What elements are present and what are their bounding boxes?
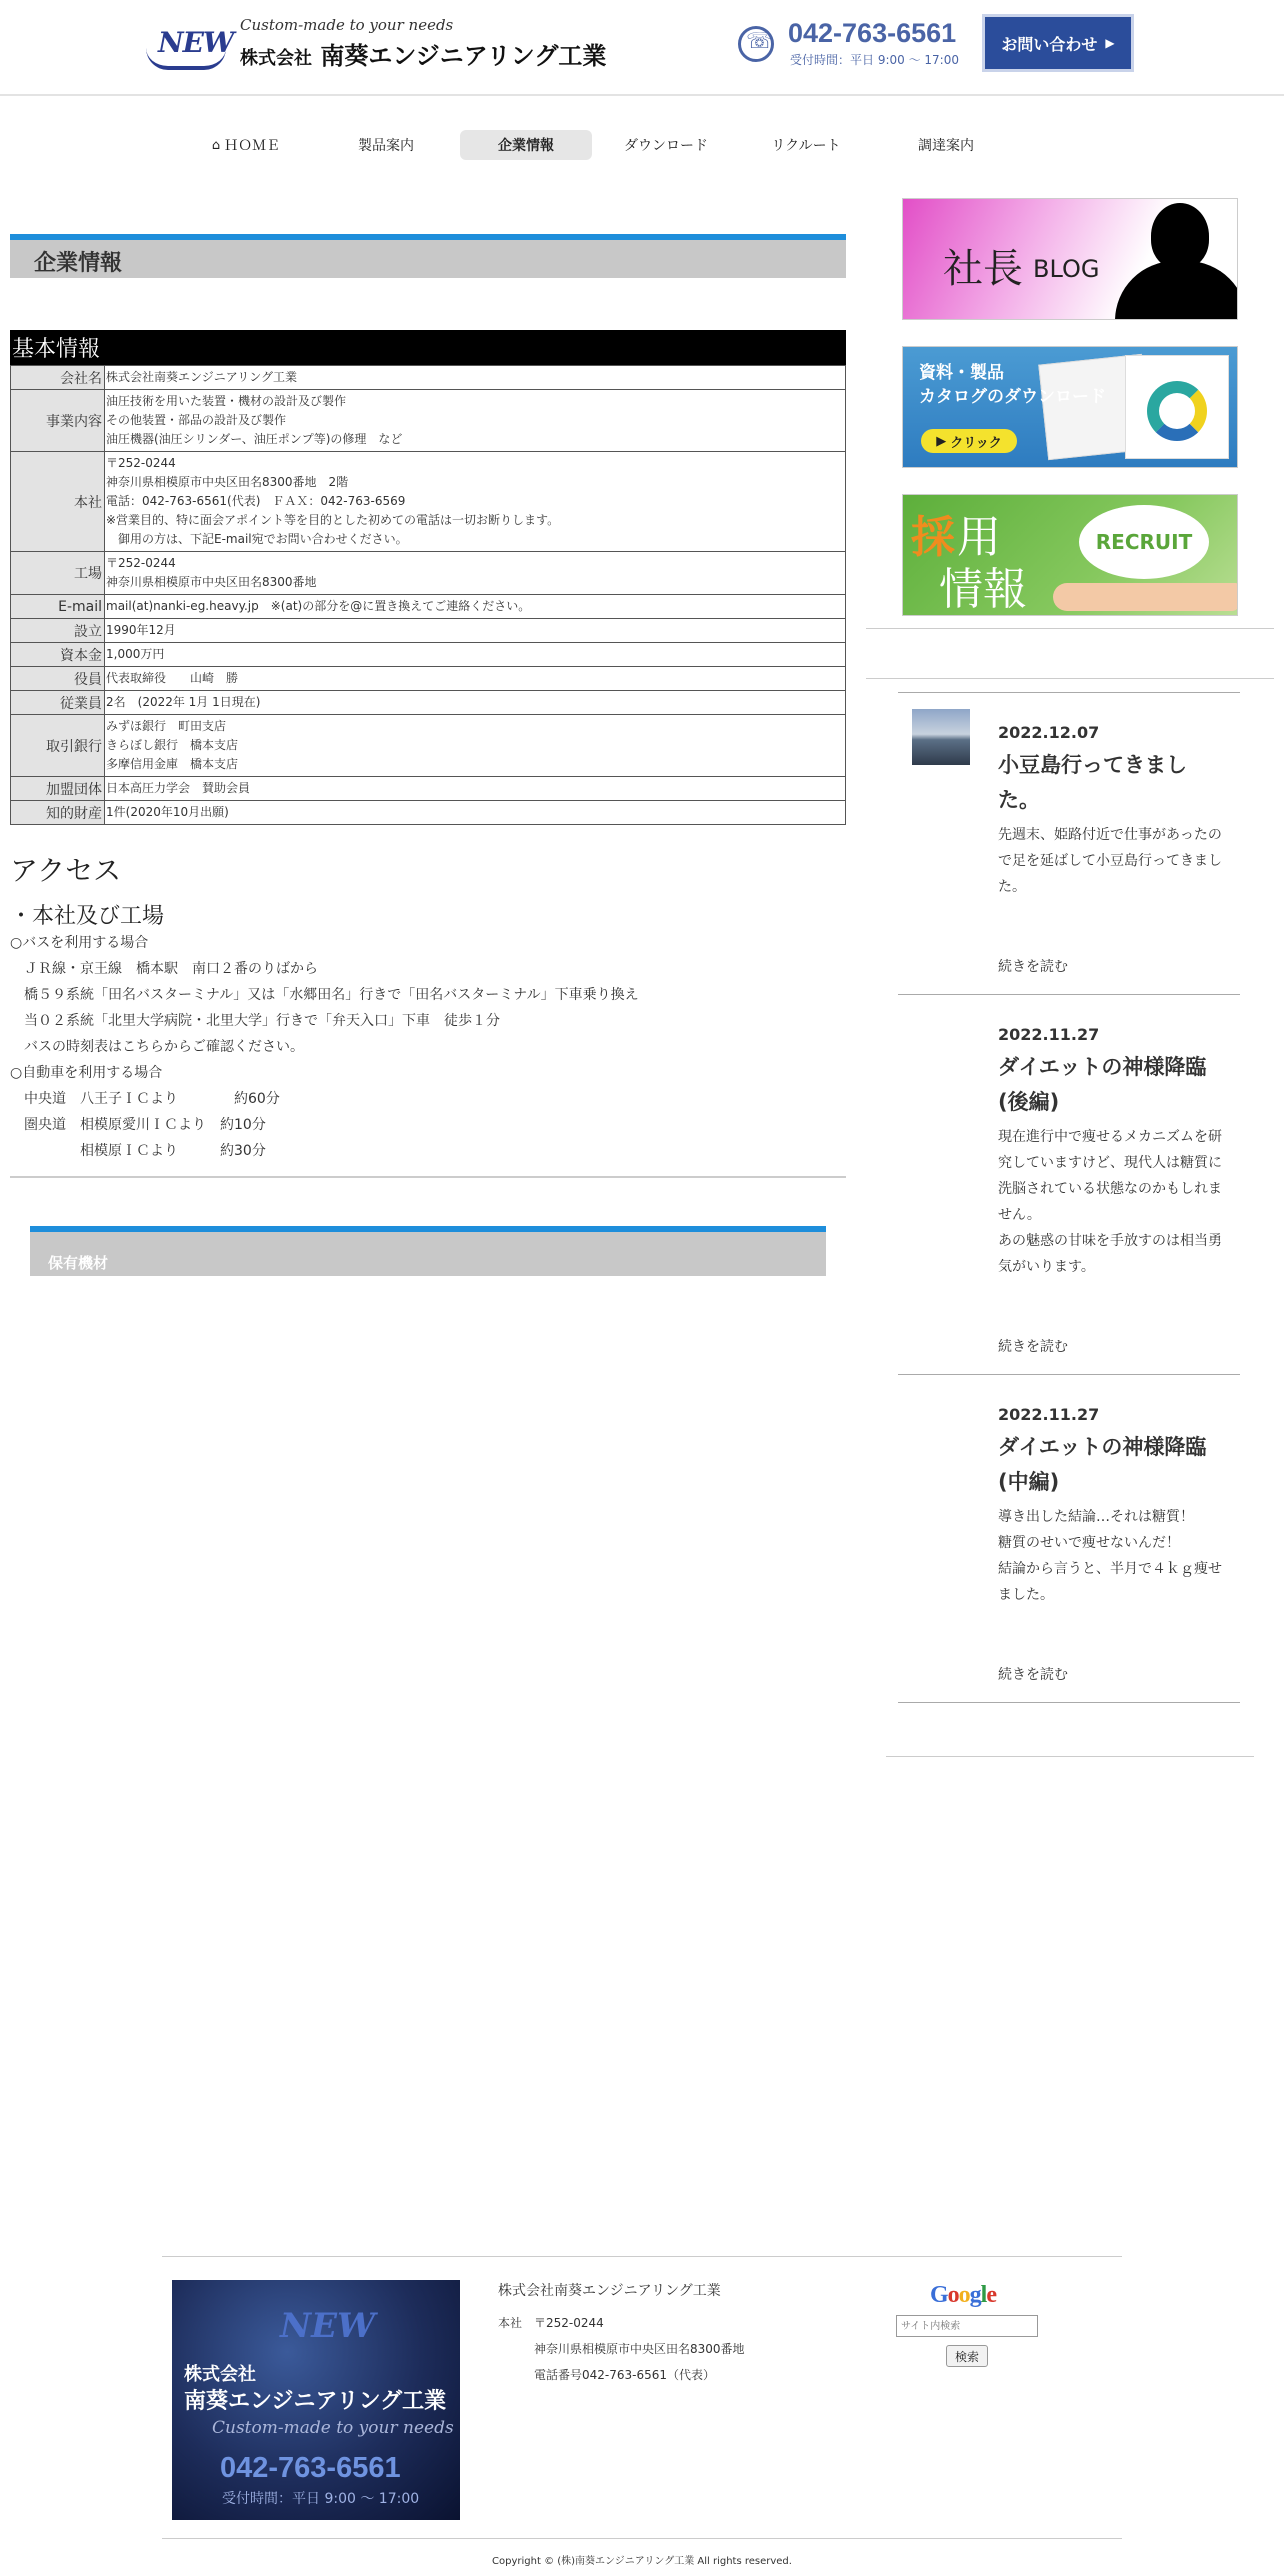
footer-hours: 受付時間：平日 9:00 〜 17:00 bbox=[222, 2491, 420, 2507]
main-content bbox=[10, 234, 846, 1276]
table-row bbox=[11, 619, 846, 643]
google-logo: Google bbox=[930, 2282, 996, 2308]
footer-address: 神奈川県相模原市中央区田名8300番地 bbox=[534, 2342, 745, 2356]
home-icon: ⌂ bbox=[211, 137, 221, 153]
footer-tel: 電話番号042-763-6561（代表） bbox=[534, 2368, 716, 2382]
table-row-value bbox=[105, 715, 846, 777]
footer-company-prefix: 株式会社 bbox=[184, 2364, 256, 2385]
table-row bbox=[11, 595, 846, 619]
access-section bbox=[10, 849, 846, 1178]
nav-item-home[interactable] bbox=[180, 130, 312, 160]
access-directions bbox=[10, 930, 846, 1164]
chevron-right-icon: ▶ bbox=[1105, 36, 1115, 50]
table-row bbox=[11, 801, 846, 825]
table-row-label: 従業員 bbox=[11, 691, 105, 715]
table-row-label: 設立 bbox=[11, 619, 105, 643]
blog-excerpt: 先週末、姫路付近で仕事があったので足を延ばして小豆島行ってきました。 bbox=[998, 827, 1222, 895]
blog-thumbnail[interactable] bbox=[912, 709, 970, 765]
blog-excerpt: 導き出した結論…それは糖質！ 糖質のせいで痩せないんだ！ 結論から言うと、半月で４ｋｇ痩せました。 bbox=[998, 1509, 1222, 1603]
table-row-label: 資本金 bbox=[11, 643, 105, 667]
blog-banner-subtitle: BLOG bbox=[1033, 255, 1100, 283]
sidebar-divider bbox=[886, 1756, 1254, 1757]
hand-icon bbox=[1053, 583, 1238, 611]
footer-logo-card bbox=[172, 2280, 460, 2520]
table-row bbox=[11, 777, 846, 801]
access-title: アクセス bbox=[10, 854, 122, 887]
table-cell-line: 油圧技術を用いた装置・機材の設計及び製作 bbox=[106, 394, 347, 408]
footer-postal: 本社 〒252-0244 bbox=[498, 2316, 604, 2330]
table-row-value bbox=[105, 667, 846, 691]
contact-button-label: お問い合わせ bbox=[1001, 34, 1098, 54]
nav-item-download[interactable]: ダウンロード bbox=[624, 138, 708, 154]
footer-tagline: Custom-made to your needs bbox=[212, 2418, 454, 2438]
blog-post-list bbox=[898, 692, 1240, 1703]
table-row-label: 本社 bbox=[11, 452, 105, 552]
access-line: バスの時刻表はこちらからご確認ください。 bbox=[10, 1039, 304, 1055]
equipment-title: 保有機材 bbox=[30, 1226, 826, 1276]
catalog-logo-icon bbox=[1147, 381, 1207, 441]
blog-post bbox=[898, 1374, 1240, 1703]
download-click-label: クリック bbox=[950, 435, 1002, 451]
table-row-value bbox=[105, 390, 846, 452]
logo-new-text: NEW bbox=[158, 26, 234, 59]
table-row bbox=[11, 552, 846, 595]
table-cell-line: その他装置・部品の設計及び製作 bbox=[106, 413, 287, 427]
table-cell-line: 神奈川県相模原市中央区田名8300番地 bbox=[106, 575, 317, 589]
phone-number: 042-763-6561 bbox=[788, 18, 957, 48]
site-logo[interactable] bbox=[146, 16, 616, 76]
table-cell-line: 油圧機器(油圧シリンダー、油圧ポンプ等)の修理 など bbox=[106, 432, 403, 446]
blog-title[interactable]: ダイエットの神様降臨(後編) bbox=[998, 1055, 1207, 1114]
nav-item-recruit[interactable]: リクルート bbox=[771, 138, 841, 154]
access-line: 当０２系統「北里大学病院・北里大学」行きで「弁天入口」下車 徒歩１分 bbox=[10, 1013, 500, 1029]
recruit-badge: RECRUIT bbox=[1079, 505, 1209, 579]
nav-item-procurement[interactable]: 調達案内 bbox=[918, 138, 974, 154]
table-cell-line: 〒252-0244 bbox=[106, 456, 176, 470]
download-banner-text bbox=[919, 361, 1106, 409]
table-cell-line: 〒252-0244 bbox=[106, 556, 176, 570]
contact-button[interactable] bbox=[982, 14, 1134, 72]
table-row-label: E-mail bbox=[11, 595, 105, 619]
download-click-button[interactable] bbox=[921, 429, 1017, 453]
table-row-label: 会社名 bbox=[11, 366, 105, 390]
table-row-value bbox=[105, 801, 846, 825]
table-row bbox=[11, 452, 846, 552]
logo-swoosh bbox=[146, 48, 226, 70]
logo-mark bbox=[146, 22, 234, 70]
table-cell-line: 株式会社南葵エンジニアリング工業 bbox=[106, 370, 297, 384]
table-cell-line: 1件(2020年10月出願) bbox=[106, 805, 229, 819]
access-line: ○自動車を利用する場合 bbox=[10, 1065, 163, 1081]
read-more-link[interactable]: 続きを読む bbox=[998, 1339, 1068, 1355]
table-row bbox=[11, 667, 846, 691]
site-header bbox=[0, 0, 1284, 96]
blog-post bbox=[898, 994, 1240, 1374]
president-blog-banner[interactable] bbox=[902, 198, 1238, 320]
table-row-label: 知的財産 bbox=[11, 801, 105, 825]
phone-hours: 受付時間：平日 9:00 〜 17:00 bbox=[790, 53, 959, 67]
footer-phone: 042-763-6561 bbox=[220, 2452, 401, 2484]
table-cell-line: 多摩信用金庫 橋本支店 bbox=[106, 757, 239, 771]
table-row-value bbox=[105, 552, 846, 595]
silhouette-icon bbox=[1115, 261, 1238, 320]
read-more-link[interactable]: 続きを読む bbox=[998, 959, 1068, 975]
footer-company-info bbox=[498, 2280, 858, 2388]
table-cell-line: 代表取締役 山崎 勝 bbox=[106, 671, 239, 685]
company-name: 南葵エンジニアリング工業 bbox=[320, 42, 607, 70]
blog-title[interactable]: ダイエットの神様降臨(中編) bbox=[998, 1435, 1207, 1494]
sidebar-divider bbox=[866, 678, 1274, 679]
access-line: ○バスを利用する場合 bbox=[10, 935, 149, 951]
table-row-value bbox=[105, 452, 846, 552]
divider bbox=[10, 1176, 846, 1178]
main-nav bbox=[180, 130, 1040, 162]
search-button[interactable]: 検索 bbox=[946, 2345, 988, 2367]
footer-logo-new: NEW bbox=[280, 2306, 376, 2346]
table-row-label: 取引銀行 bbox=[11, 715, 105, 777]
logo-tagline: Custom-made to your needs bbox=[240, 16, 454, 34]
blog-banner-title: 社長 bbox=[943, 246, 1023, 292]
access-subtitle: ・本社及び工場 bbox=[10, 904, 165, 929]
blog-date: 2022.11.27 bbox=[998, 1025, 1100, 1044]
site-search bbox=[896, 2282, 1046, 2367]
table-row-label: 役員 bbox=[11, 667, 105, 691]
table-cell-line: きらぼし銀行 橋本支店 bbox=[106, 738, 239, 752]
table-row-value bbox=[105, 777, 846, 801]
table-cell-line: mail(at)nanki-eg.heavy.jp ※(at)の部分を@に置き換えてご連絡ください。 bbox=[106, 599, 531, 613]
recruit-char-1: 採 bbox=[911, 512, 955, 563]
access-line: 中央道 八王子ＩＣより 約60分 bbox=[10, 1091, 280, 1107]
access-line: 相模原ＩＣより 約30分 bbox=[10, 1143, 266, 1159]
table-cell-line: 1990年12月 bbox=[106, 623, 176, 637]
catalog-download-banner[interactable] bbox=[902, 346, 1238, 468]
read-more-link[interactable]: 続きを読む bbox=[998, 1667, 1068, 1683]
table-row-value bbox=[105, 619, 846, 643]
table-caption: 基本情報 bbox=[10, 330, 846, 365]
company-info-table bbox=[10, 330, 846, 825]
table-cell-line: ※営業目的、特に面会アポイント等を目的とした初めての電話は一切お断りします。 bbox=[106, 513, 560, 527]
table-row bbox=[11, 366, 846, 390]
table-row bbox=[11, 715, 846, 777]
footer-divider bbox=[162, 2256, 1122, 2257]
recruit-banner[interactable] bbox=[902, 494, 1238, 616]
table-row-value bbox=[105, 643, 846, 667]
phone-icon bbox=[738, 26, 774, 62]
table-row-value bbox=[105, 691, 846, 715]
page-title: 企業情報 bbox=[10, 234, 846, 278]
table-cell-line: 2名 (2022年 1月 1日現在) bbox=[106, 695, 261, 709]
search-input[interactable] bbox=[896, 2315, 1038, 2337]
company-prefix: 株式会社 bbox=[240, 48, 312, 69]
play-icon: ▶ bbox=[936, 433, 947, 449]
table-row-label: 工場 bbox=[11, 552, 105, 595]
footer-company: 株式会社南葵エンジニアリング工業 bbox=[498, 2283, 721, 2299]
table-cell-line: 御用の方は、下記E-mail宛でお問い合わせください。 bbox=[106, 532, 408, 546]
blog-date: 2022.12.07 bbox=[998, 723, 1100, 742]
nav-item-products[interactable]: 製品案内 bbox=[358, 138, 414, 154]
table-row bbox=[11, 390, 846, 452]
access-line: 圏央道 相模原愛川ＩＣより 約10分 bbox=[10, 1117, 266, 1133]
table-row-label: 加盟団体 bbox=[11, 777, 105, 801]
footer-divider bbox=[162, 2538, 1122, 2539]
table-cell-line: 神奈川県相模原市中央区田名8300番地 2階 bbox=[106, 475, 349, 489]
silhouette-head bbox=[1151, 203, 1209, 269]
blog-date: 2022.11.27 bbox=[998, 1405, 1100, 1424]
nav-item-label: ＨＯＭＥ bbox=[224, 138, 281, 154]
table-row-value bbox=[105, 366, 846, 390]
table-row-value bbox=[105, 595, 846, 619]
header-phone bbox=[738, 18, 978, 72]
blog-post bbox=[898, 692, 1240, 994]
table-cell-line: 日本高圧力学会 賛助会員 bbox=[106, 781, 251, 795]
table-row bbox=[11, 691, 846, 715]
download-banner-line1: 資料・製品 bbox=[919, 363, 1004, 383]
table-cell-line: 電話：042-763-6561(代表) ＦＡＸ：042-763-6569 bbox=[106, 494, 406, 508]
table-cell-line: みずほ銀行 町田支店 bbox=[106, 719, 227, 733]
copyright: Copyright © (株)南葵エンジニアリング工業 All rights reserved. bbox=[492, 2556, 792, 2567]
table-cell-line: 1,000万円 bbox=[106, 647, 165, 661]
sidebar-divider bbox=[866, 628, 1274, 629]
table-row-label: 事業内容 bbox=[11, 390, 105, 452]
logo-company-name bbox=[240, 36, 606, 71]
access-line: 橋５９系統「田名バスターミナル」又は「水郷田名」行きで「田名バスターミナル」下車乗り換え bbox=[10, 987, 639, 1003]
recruit-char-2: 用 bbox=[957, 512, 1001, 563]
footer-company-name: 南葵エンジニアリング工業 bbox=[184, 2389, 447, 2414]
table-row bbox=[11, 643, 846, 667]
blog-excerpt: 現在進行中で痩せるメカニズムを研究していますけど、現代人は糖質に洗脳されている状態なのかもしれません。 あの魅惑の甘味を手放すのは相当勇気がいります。 bbox=[998, 1129, 1222, 1275]
nav-item-company[interactable]: 企業情報 bbox=[460, 130, 592, 160]
download-banner-line2: カタログのダウンロード bbox=[919, 387, 1106, 407]
access-line: ＪＲ線・京王線 橋本駅 南口２番のりばから bbox=[10, 961, 318, 977]
blog-title[interactable]: 小豆島行ってきました。 bbox=[998, 753, 1187, 812]
recruit-char-3: 情報 bbox=[939, 564, 1027, 615]
